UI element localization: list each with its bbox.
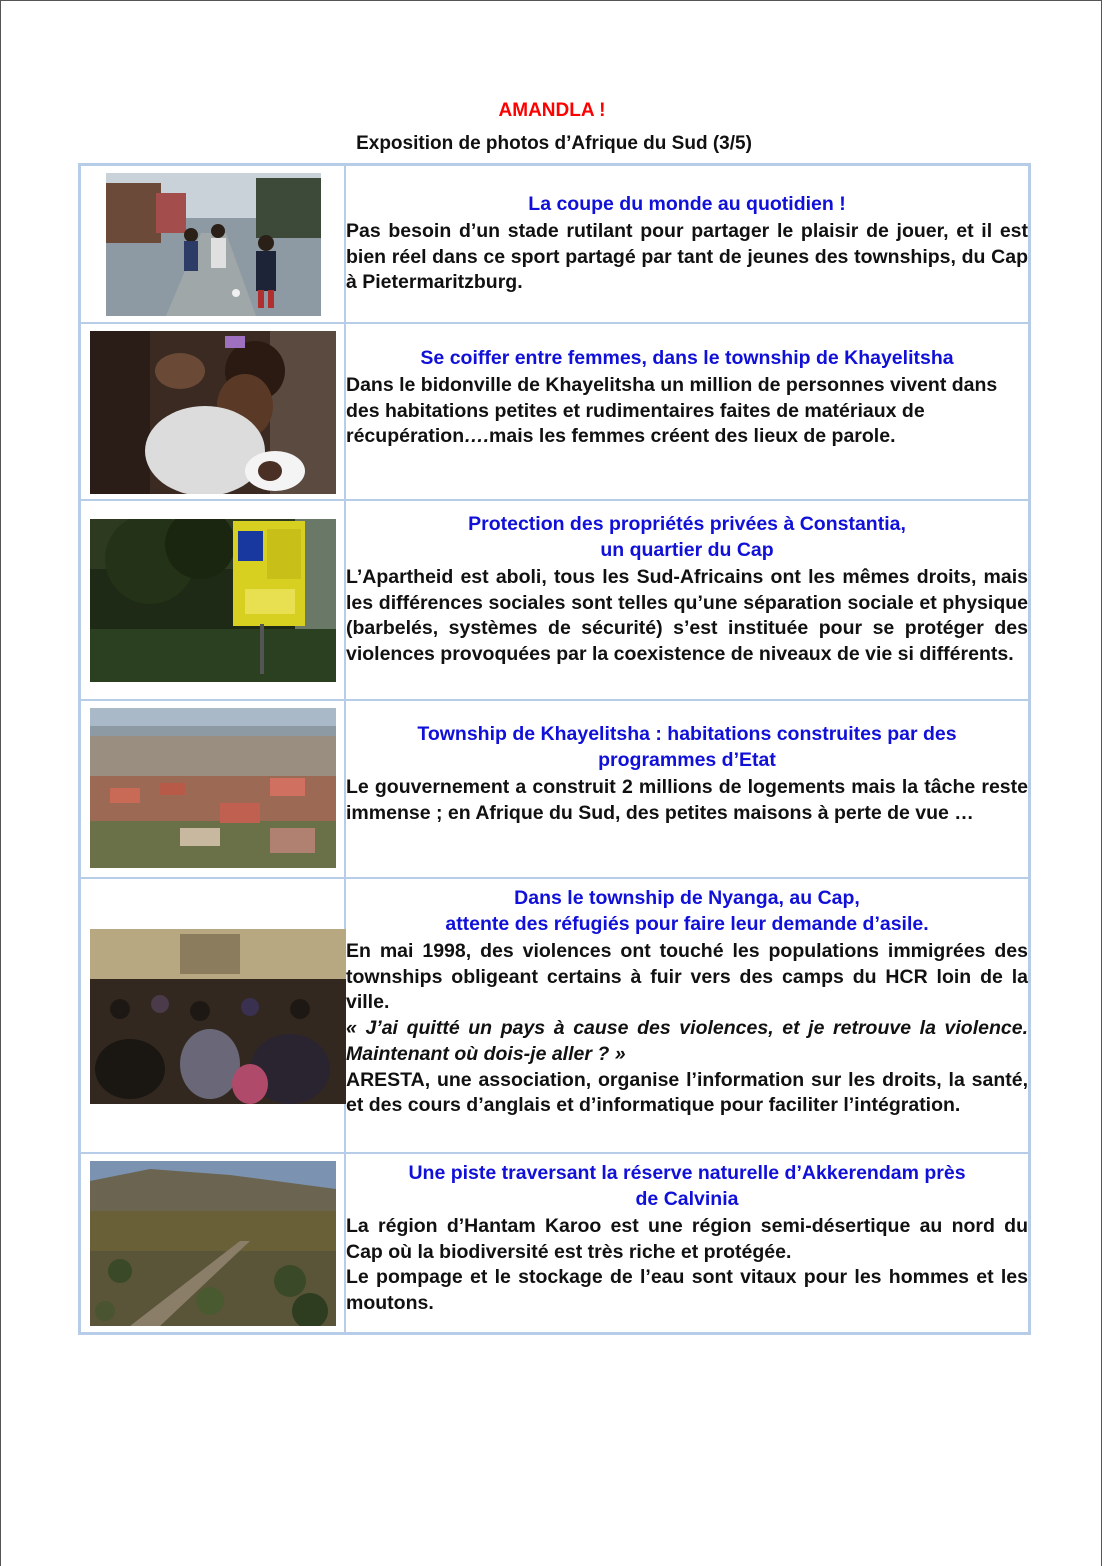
reserve-landscape-photo — [90, 1161, 336, 1326]
caption-body-second: ARESTA, une association, organise l’information sur les droits, la santé, et des cours d’anglais et d’informatique pour faciliter l’intégration. — [346, 1068, 1028, 1117]
caption-cell — [345, 878, 1029, 1153]
caption-heading: Une piste traversant la réserve naturelle d’Akkerendam près de Calvinia — [408, 1162, 966, 1210]
caption-body: Dans le bidonville de Khayelitsha un million de personnes vivent dans des habitations petites et rudimentaires faites de matériaux de récupération….mais les femmes créent des lieux de parole. — [346, 374, 998, 448]
women-hairdressing-photo — [90, 331, 336, 494]
caption-body-second: Le pompage et le stockage de l’eau sont vitaux pour les hommes et les moutons. — [346, 1266, 1028, 1315]
caption-quote: « J’ai quitté un pays à cause des violences, et je retrouve la violence. Maintenant où dois-je aller ? » — [346, 1017, 1028, 1065]
caption-body: Le gouvernement a construit 2 millions de logements mais la tâche reste immense ; en Afrique du Sud, des petites maisons à perte de vue … — [346, 776, 1028, 824]
exhibition-table — [78, 163, 1031, 1335]
photo-cell — [80, 323, 345, 500]
caption-body: La région d’Hantam Karoo est une région semi-désertique au nord du Cap où la biodiversité est très riche et protégée. — [346, 1215, 1028, 1263]
caption-heading: Protection des propriétés privées à Constantia, un quartier du Cap — [468, 513, 906, 561]
table-row — [80, 700, 1029, 878]
caption-cell — [345, 1153, 1029, 1333]
caption-heading: Township de Khayelitsha : habitations construites par des programmes d’Etat — [417, 723, 957, 771]
table-row — [80, 878, 1029, 1153]
caption-cell — [345, 500, 1029, 700]
children-playing-football-photo — [106, 173, 321, 316]
table-row — [80, 500, 1029, 700]
caption-cell — [345, 165, 1029, 323]
township-houses-photo — [90, 708, 336, 868]
caption-heading: Se coiffer entre femmes, dans le township de Khayelitsha — [420, 347, 954, 369]
caption-cell — [345, 323, 1029, 500]
document-title: AMANDLA ! — [498, 100, 606, 121]
table-row — [80, 323, 1029, 500]
caption-cell — [345, 700, 1029, 878]
photo-cell — [80, 1153, 345, 1333]
security-sign-photo — [90, 519, 336, 682]
document-subtitle: Exposition de photos d’Afrique du Sud (3/5) — [356, 133, 752, 154]
table-row — [80, 165, 1029, 323]
caption-heading: Dans le township de Nyanga, au Cap, attente des réfugiés pour faire leur demande d’asile. — [445, 887, 929, 935]
caption-body: Pas besoin d’un stade rutilant pour partager le plaisir de jouer, et il est bien réel dans ce sport partagé par tant de jeunes des townships, du Cap à Pietermaritzburg. — [346, 220, 1028, 294]
caption-body: L’Apartheid est aboli, tous les Sud-Africains ont les mêmes droits, mais les différences sociales sont telles qu’une séparation sociale et physique (barbelés, systèmes de sécurité) s’est instituée pour se protéger des violences provoquées par la coexistence de niveaux de vie si différents. — [346, 566, 1028, 666]
photo-cell — [80, 165, 345, 323]
table-row — [80, 1153, 1029, 1333]
photo-cell — [80, 700, 345, 878]
photo-cell — [80, 878, 345, 1153]
caption-body: En mai 1998, des violences ont touché les populations immigrées des townships obligeant certains à fuir vers des camps du HCR loin de la ville. — [346, 940, 1028, 1014]
caption-heading: La coupe du monde au quotidien ! — [528, 193, 846, 215]
photo-cell — [80, 500, 345, 700]
refugees-waiting-photo — [90, 929, 346, 1104]
